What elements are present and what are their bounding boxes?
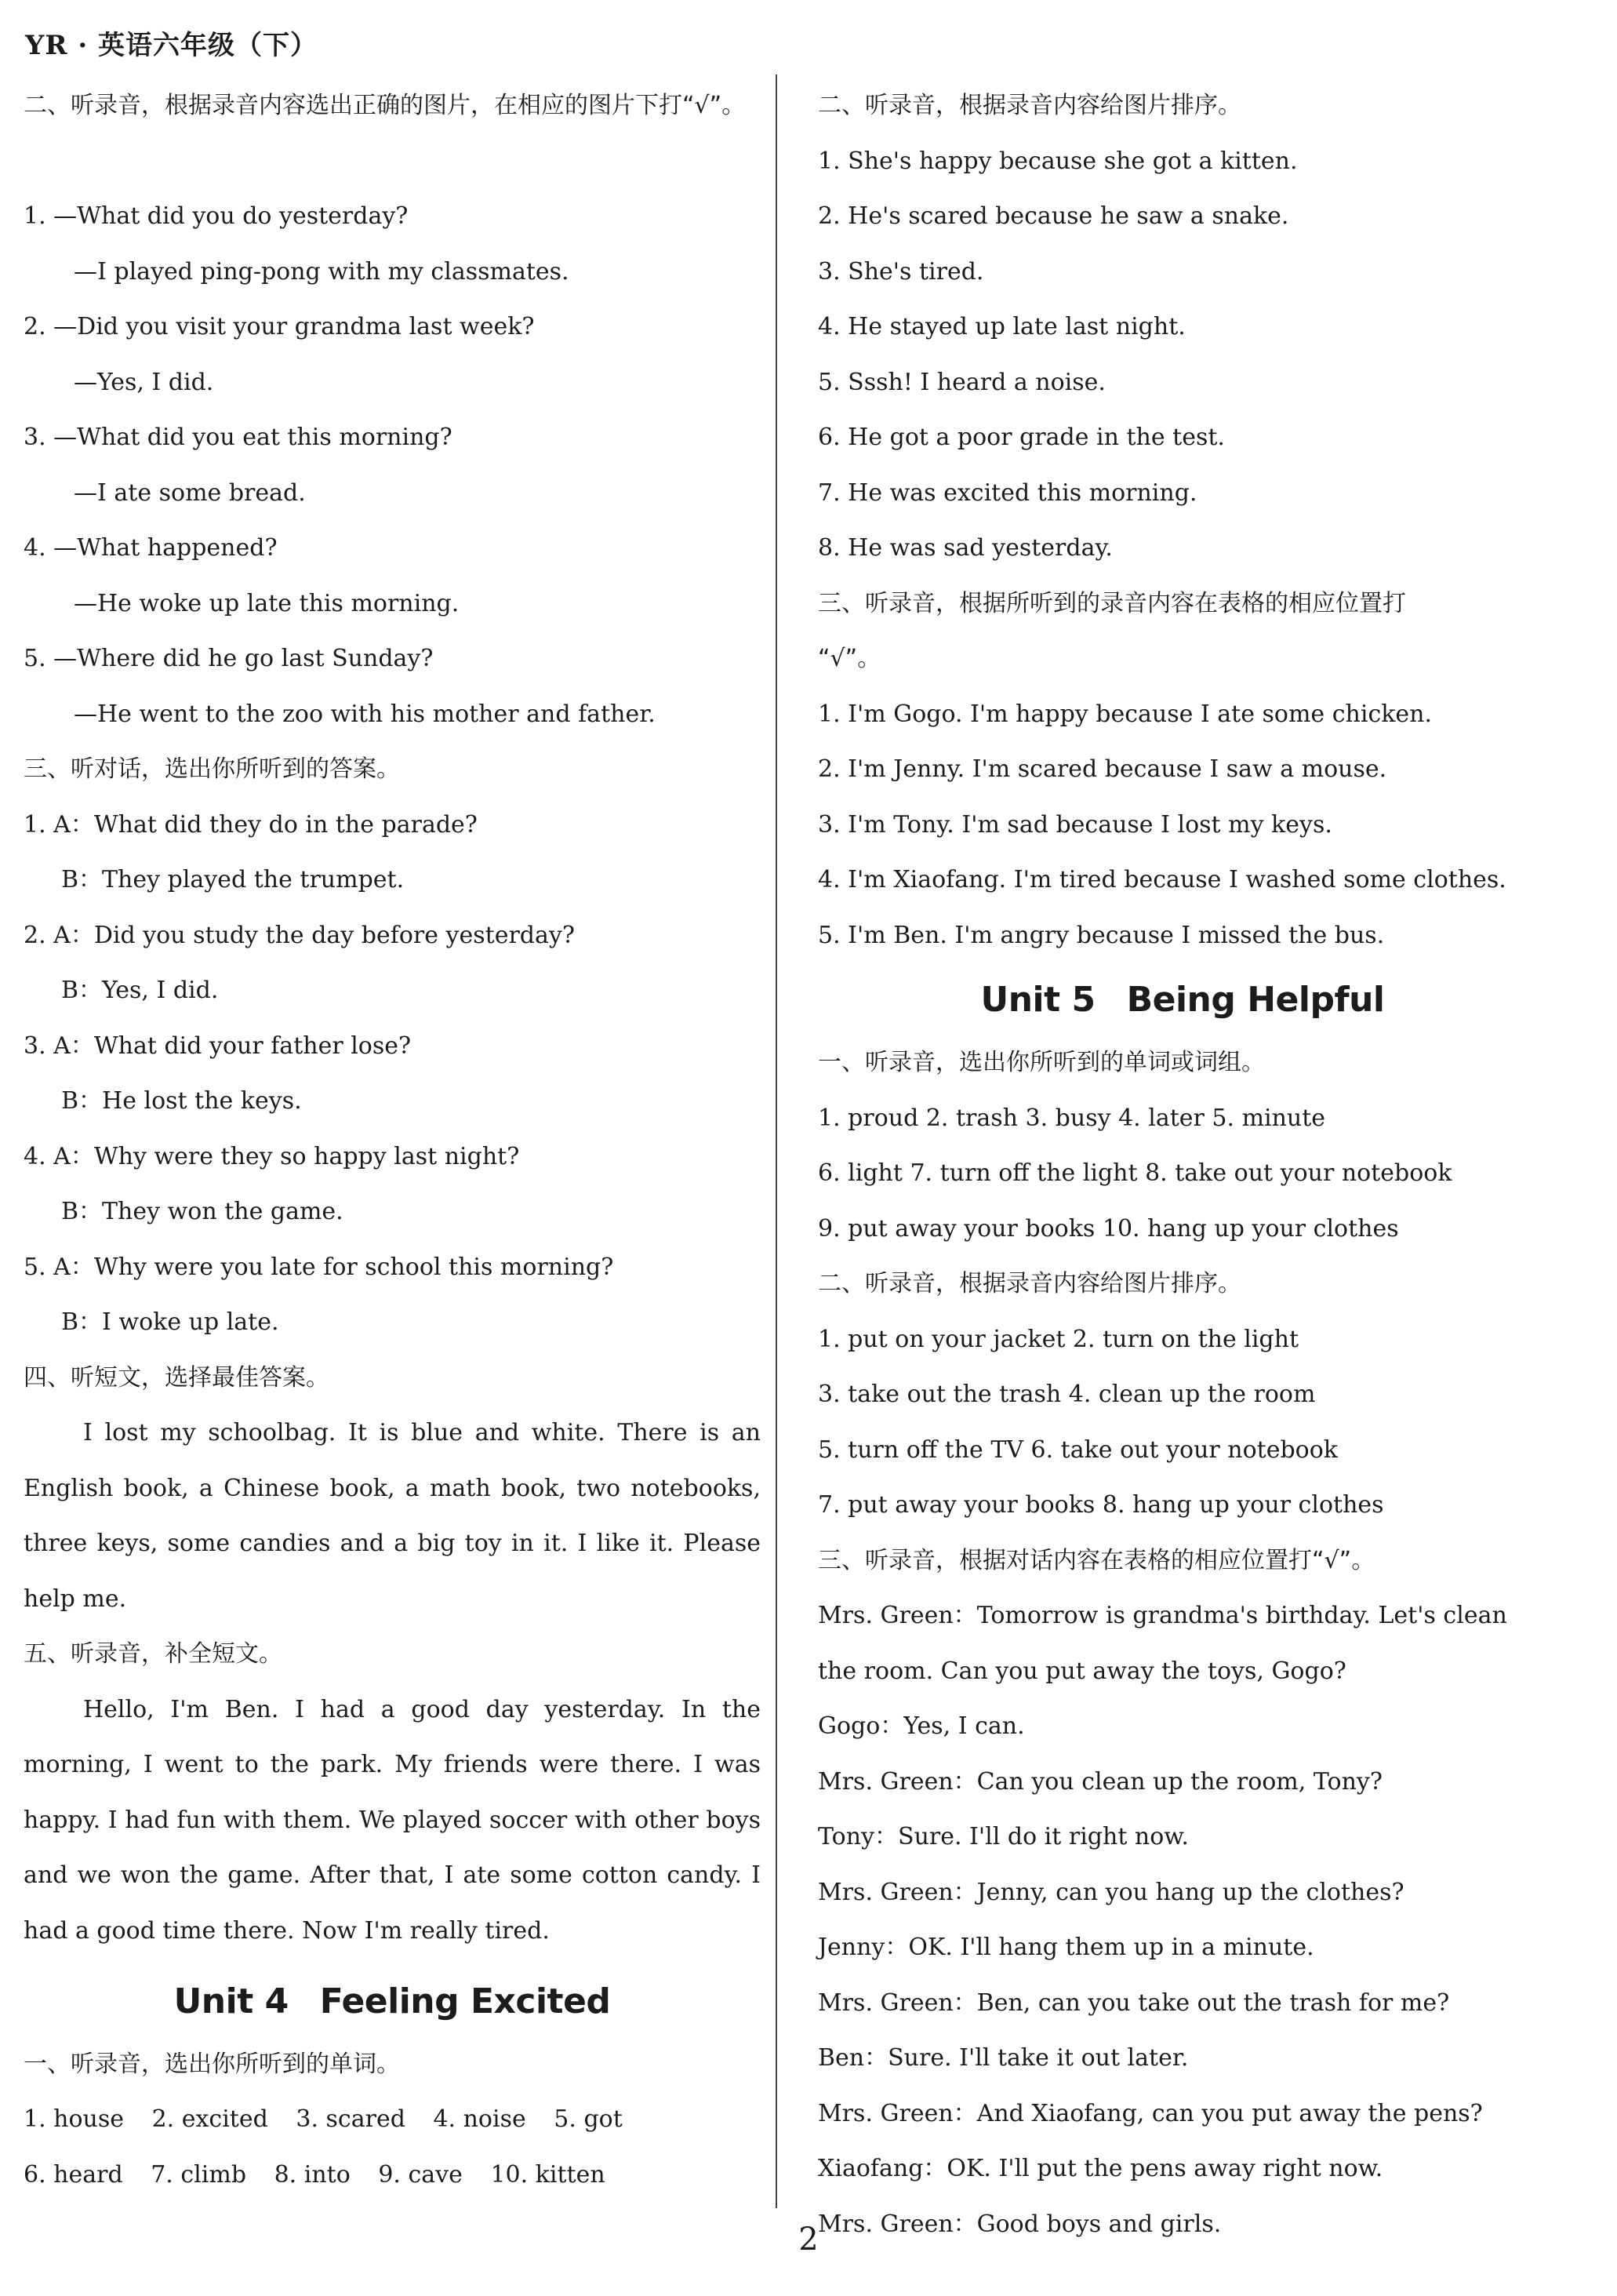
- list-item: 7. He was excited this morning.: [818, 478, 1197, 507]
- section-heading: 一、听录音，选出你所听到的单词或词组。: [818, 1049, 1265, 1076]
- word-row: 3. take out the trash 4. clean up the room: [818, 1381, 1316, 1408]
- dialogue-a-line: 4. A：Why were they so happy last night?: [24, 1142, 520, 1170]
- column-divider: [776, 75, 777, 2208]
- answer-line: —Yes, I did.: [74, 368, 214, 396]
- section-heading: 三、听录音，根据对话内容在表格的相应位置打“√”。: [818, 1546, 1375, 1574]
- word-item: 5. got: [554, 2105, 623, 2133]
- dialogue-a-line: 5. A：Why were you late for school this morning?: [24, 1253, 614, 1281]
- page-header: YR · 英语六年级（下）: [25, 30, 318, 61]
- question-line: 2. —Did you visit your grandma last week?: [24, 313, 535, 340]
- question-line: 1. —What did you do yesterday?: [24, 202, 409, 230]
- answer-line: —I ate some bread.: [74, 478, 306, 507]
- word-row: 5. turn off the TV 6. take out your notebook: [818, 1435, 1338, 1464]
- unit-label: Unit 5: [980, 980, 1096, 1020]
- dialogue-line: Mrs. Green：Jenny, can you hang up the clothes?: [818, 1878, 1404, 1906]
- unit-name: Being Helpful: [1126, 980, 1385, 1020]
- dialogue-b-line: B：They played the trumpet.: [61, 866, 405, 893]
- word-row: [24, 2092, 761, 2148]
- word-item: 4. noise: [433, 2105, 526, 2133]
- section-heading-cont: “√”。: [818, 645, 881, 672]
- dialogue-a-line: 2. A：Did you study the day before yesterday?: [24, 921, 575, 949]
- section-heading: 三、听对话，选出你所听到的答案。: [24, 755, 400, 783]
- word-item: 2. excited: [151, 2105, 268, 2133]
- list-item: 3. I'm Tony. I'm sad because I lost my keys.: [818, 810, 1332, 839]
- dialogue-line: Xiaofang：OK. I'll put the pens away right now.: [818, 2155, 1383, 2182]
- dialogue-line: Mrs. Green：Ben, can you take out the trash for me?: [818, 1989, 1450, 2017]
- passage: I lost my schoolbag. It is blue and white. There is an English book, a Chinese book, a math book, two notebooks, three keys, some candies and a big toy in it. I like it. Please help me.: [24, 1419, 761, 1613]
- list-item: 5. I'm Ben. I'm angry because I missed the bus.: [818, 921, 1385, 949]
- unit-name: Feeling Excited: [319, 1981, 611, 2021]
- dialogue-b-line: B：I woke up late.: [61, 1308, 279, 1336]
- section-heading: 二、听录音，根据录音内容选出正确的图片，在相应的图片下打“√”。: [24, 92, 746, 119]
- word-item: 8. into: [274, 2160, 351, 2189]
- dialogue-line: Mrs. Green：Tomorrow is grandma's birthday. Let's clean the room. Can you put away the toys, Gogo?: [818, 1602, 1507, 1685]
- section-heading: 三、听录音，根据所听到的录音内容在表格的相应位置打: [818, 589, 1406, 617]
- dialogue-line: Gogo：Yes, I can.: [818, 1712, 1025, 1740]
- list-item: 2. I'm Jenny. I'm scared because I saw a mouse.: [818, 755, 1387, 783]
- unit-label: Unit 4: [173, 1981, 289, 2021]
- dialogue-a-line: 3. A：What did your father lose?: [24, 1032, 412, 1060]
- dialogue-b-line: B：They won the game.: [61, 1198, 343, 1225]
- dialogue-line: Mrs. Green：Can you clean up the room, Tony?: [818, 1767, 1383, 1796]
- dialogue-line: Mrs. Green：Good boys and girls.: [818, 2210, 1222, 2238]
- word-row: 7. put away your books 8. hang up your clothes: [818, 1491, 1384, 1519]
- list-item: 8. He was sad yesterday.: [818, 534, 1113, 562]
- word-item: 3. scared: [296, 2105, 405, 2133]
- word-row: [24, 2148, 761, 2203]
- question-line: 3. —What did you eat this morning?: [24, 424, 452, 451]
- dialogue-line: Tony：Sure. I'll do it right now.: [818, 1823, 1189, 1850]
- unit-title: [24, 1967, 761, 2037]
- unit-title: [818, 965, 1547, 1035]
- section-heading: 五、听录音，补全短文。: [24, 1640, 282, 1668]
- list-item: 4. He stayed up late last night.: [818, 313, 1186, 340]
- word-item: 10. kitten: [490, 2160, 605, 2189]
- right-column: [818, 78, 1547, 2252]
- list-item: 2. He's scared because he saw a snake.: [818, 202, 1289, 230]
- dialogue-line: Ben：Sure. I'll take it out later.: [818, 2044, 1189, 2072]
- word-item: 7. climb: [151, 2160, 247, 2189]
- answer-line: —He went to the zoo with his mother and father.: [74, 700, 656, 728]
- section-heading: 一、听录音，选出你所听到的单词。: [24, 2050, 400, 2078]
- question-line: 5. —Where did he go last Sunday?: [24, 645, 434, 672]
- word-row: 1. proud 2. trash 3. busy 4. later 5. minute: [818, 1104, 1326, 1132]
- dialogue-a-line: 1. A：What did they do in the parade?: [24, 810, 478, 839]
- list-item: 4. I'm Xiaofang. I'm tired because I washed some clothes.: [818, 866, 1506, 893]
- word-row: 1. put on your jacket 2. turn on the light: [818, 1325, 1299, 1353]
- dialogue-b-line: B：He lost the keys.: [61, 1087, 302, 1115]
- question-line: 4. —What happened?: [24, 534, 278, 562]
- word-item: 6. heard: [24, 2160, 123, 2189]
- section-heading: 四、听短文，选择最佳答案。: [24, 1363, 329, 1392]
- dialogue-b-line: B：Yes, I did.: [61, 977, 219, 1004]
- dialogue-line: Mrs. Green：And Xiaofang, can you put away the pens?: [818, 2099, 1483, 2127]
- list-item: 1. She's happy because she got a kitten.: [818, 147, 1298, 175]
- answer-line: —He woke up late this morning.: [74, 589, 460, 617]
- dialogue-line: Jenny：OK. I'll hang them up in a minute.: [818, 1934, 1314, 1961]
- word-row: 9. put away your books 10. hang up your clothes: [818, 1214, 1399, 1243]
- left-column: [24, 78, 761, 2203]
- passage: Hello, I'm Ben. I had a good day yesterday. In the morning, I went to the park. My friends were there. I was happy. I had fun with them. We played soccer with other boys and we won the game. After that, I ate some cotton candy. I had a good time there. Now I'm really tired.: [24, 1695, 761, 1945]
- list-item: 3. She's tired.: [818, 257, 984, 286]
- list-item: 5. Sssh! I heard a noise.: [818, 368, 1106, 396]
- page-number: 2: [798, 2221, 819, 2258]
- list-item: 1. I'm Gogo. I'm happy because I ate some chicken.: [818, 700, 1433, 728]
- section-heading: 二、听录音，根据录音内容给图片排序。: [818, 92, 1241, 119]
- section-heading: 二、听录音，根据录音内容给图片排序。: [818, 1270, 1241, 1297]
- word-row: 6. light 7. turn off the light 8. take out your notebook: [818, 1159, 1452, 1187]
- answer-line: —I played ping-pong with my classmates.: [74, 257, 569, 286]
- word-item: 1. house: [24, 2105, 125, 2133]
- list-item: 6. He got a poor grade in the test.: [818, 424, 1225, 451]
- word-item: 9. cave: [378, 2160, 463, 2189]
